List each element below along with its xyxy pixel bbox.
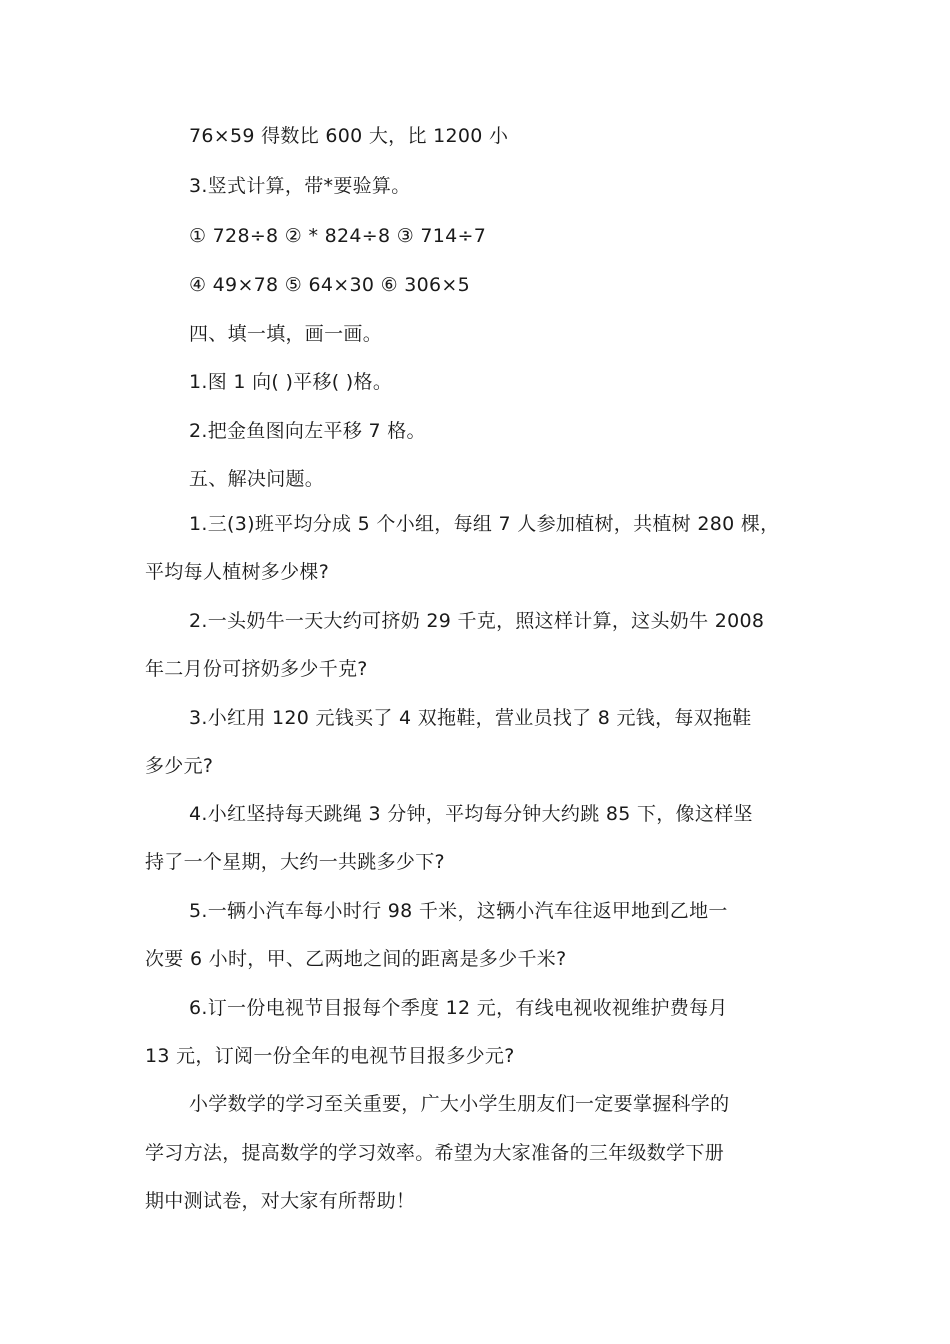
text-line: 1.图 1 向( )平移( )格。: [189, 371, 393, 393]
section-heading: 五、解决问题。: [189, 468, 325, 490]
closing-line: 期中测试卷，对大家有所帮助！: [145, 1190, 416, 1212]
text-line: 2.把金鱼图向左平移 7 格。: [189, 420, 426, 442]
question-line: 多少元?: [145, 755, 214, 777]
question-line: 持了一个星期，大约一共跳多少下?: [145, 851, 445, 873]
text-line: 3.竖式计算，带*要验算。: [189, 175, 411, 197]
text-line: ④ 49×78 ⑤ 64×30 ⑥ 306×5: [189, 274, 471, 296]
question-line: 平均每人植树多少棵?: [145, 561, 330, 583]
question-line: 1.三(3)班平均分成 5 个小组，每组 7 人参加植树，共植树 280 棵，: [189, 513, 780, 535]
question-line: 次要 6 小时，甲、乙两地之间的距离是多少千米?: [145, 948, 567, 970]
question-line: 3.小红用 120 元钱买了 4 双拖鞋，营业员找了 8 元钱，每双拖鞋: [189, 707, 752, 729]
text-line: 76×59 得数比 600 大，比 1200 小: [189, 125, 509, 147]
question-line: 4.小红坚持每天跳绳 3 分钟，平均每分钟大约跳 85 下，像这样坚: [189, 803, 753, 825]
question-line: 年二月份可挤奶多少千克?: [145, 658, 368, 680]
question-line: 5.一辆小汽车每小时行 98 千米，这辆小汽车往返甲地到乙地一: [189, 900, 728, 922]
text-line: ① 728÷8 ② * 824÷8 ③ 714÷7: [189, 225, 487, 247]
question-line: 13 元，订阅一份全年的电视节目报多少元?: [145, 1045, 515, 1067]
closing-line: 小学数学的学习至关重要，广大小学生朋友们一定要掌握科学的: [189, 1093, 730, 1115]
question-line: 6.订一份电视节目报每个季度 12 元，有线电视收视维护费每月: [189, 997, 728, 1019]
section-heading: 四、填一填，画一画。: [189, 323, 383, 345]
closing-line: 学习方法，提高数学的学习效率。希望为大家准备的三年级数学下册: [145, 1142, 725, 1164]
question-line: 2.一头奶牛一天大约可挤奶 29 千克，照这样计算，这头奶牛 2008: [189, 610, 765, 632]
